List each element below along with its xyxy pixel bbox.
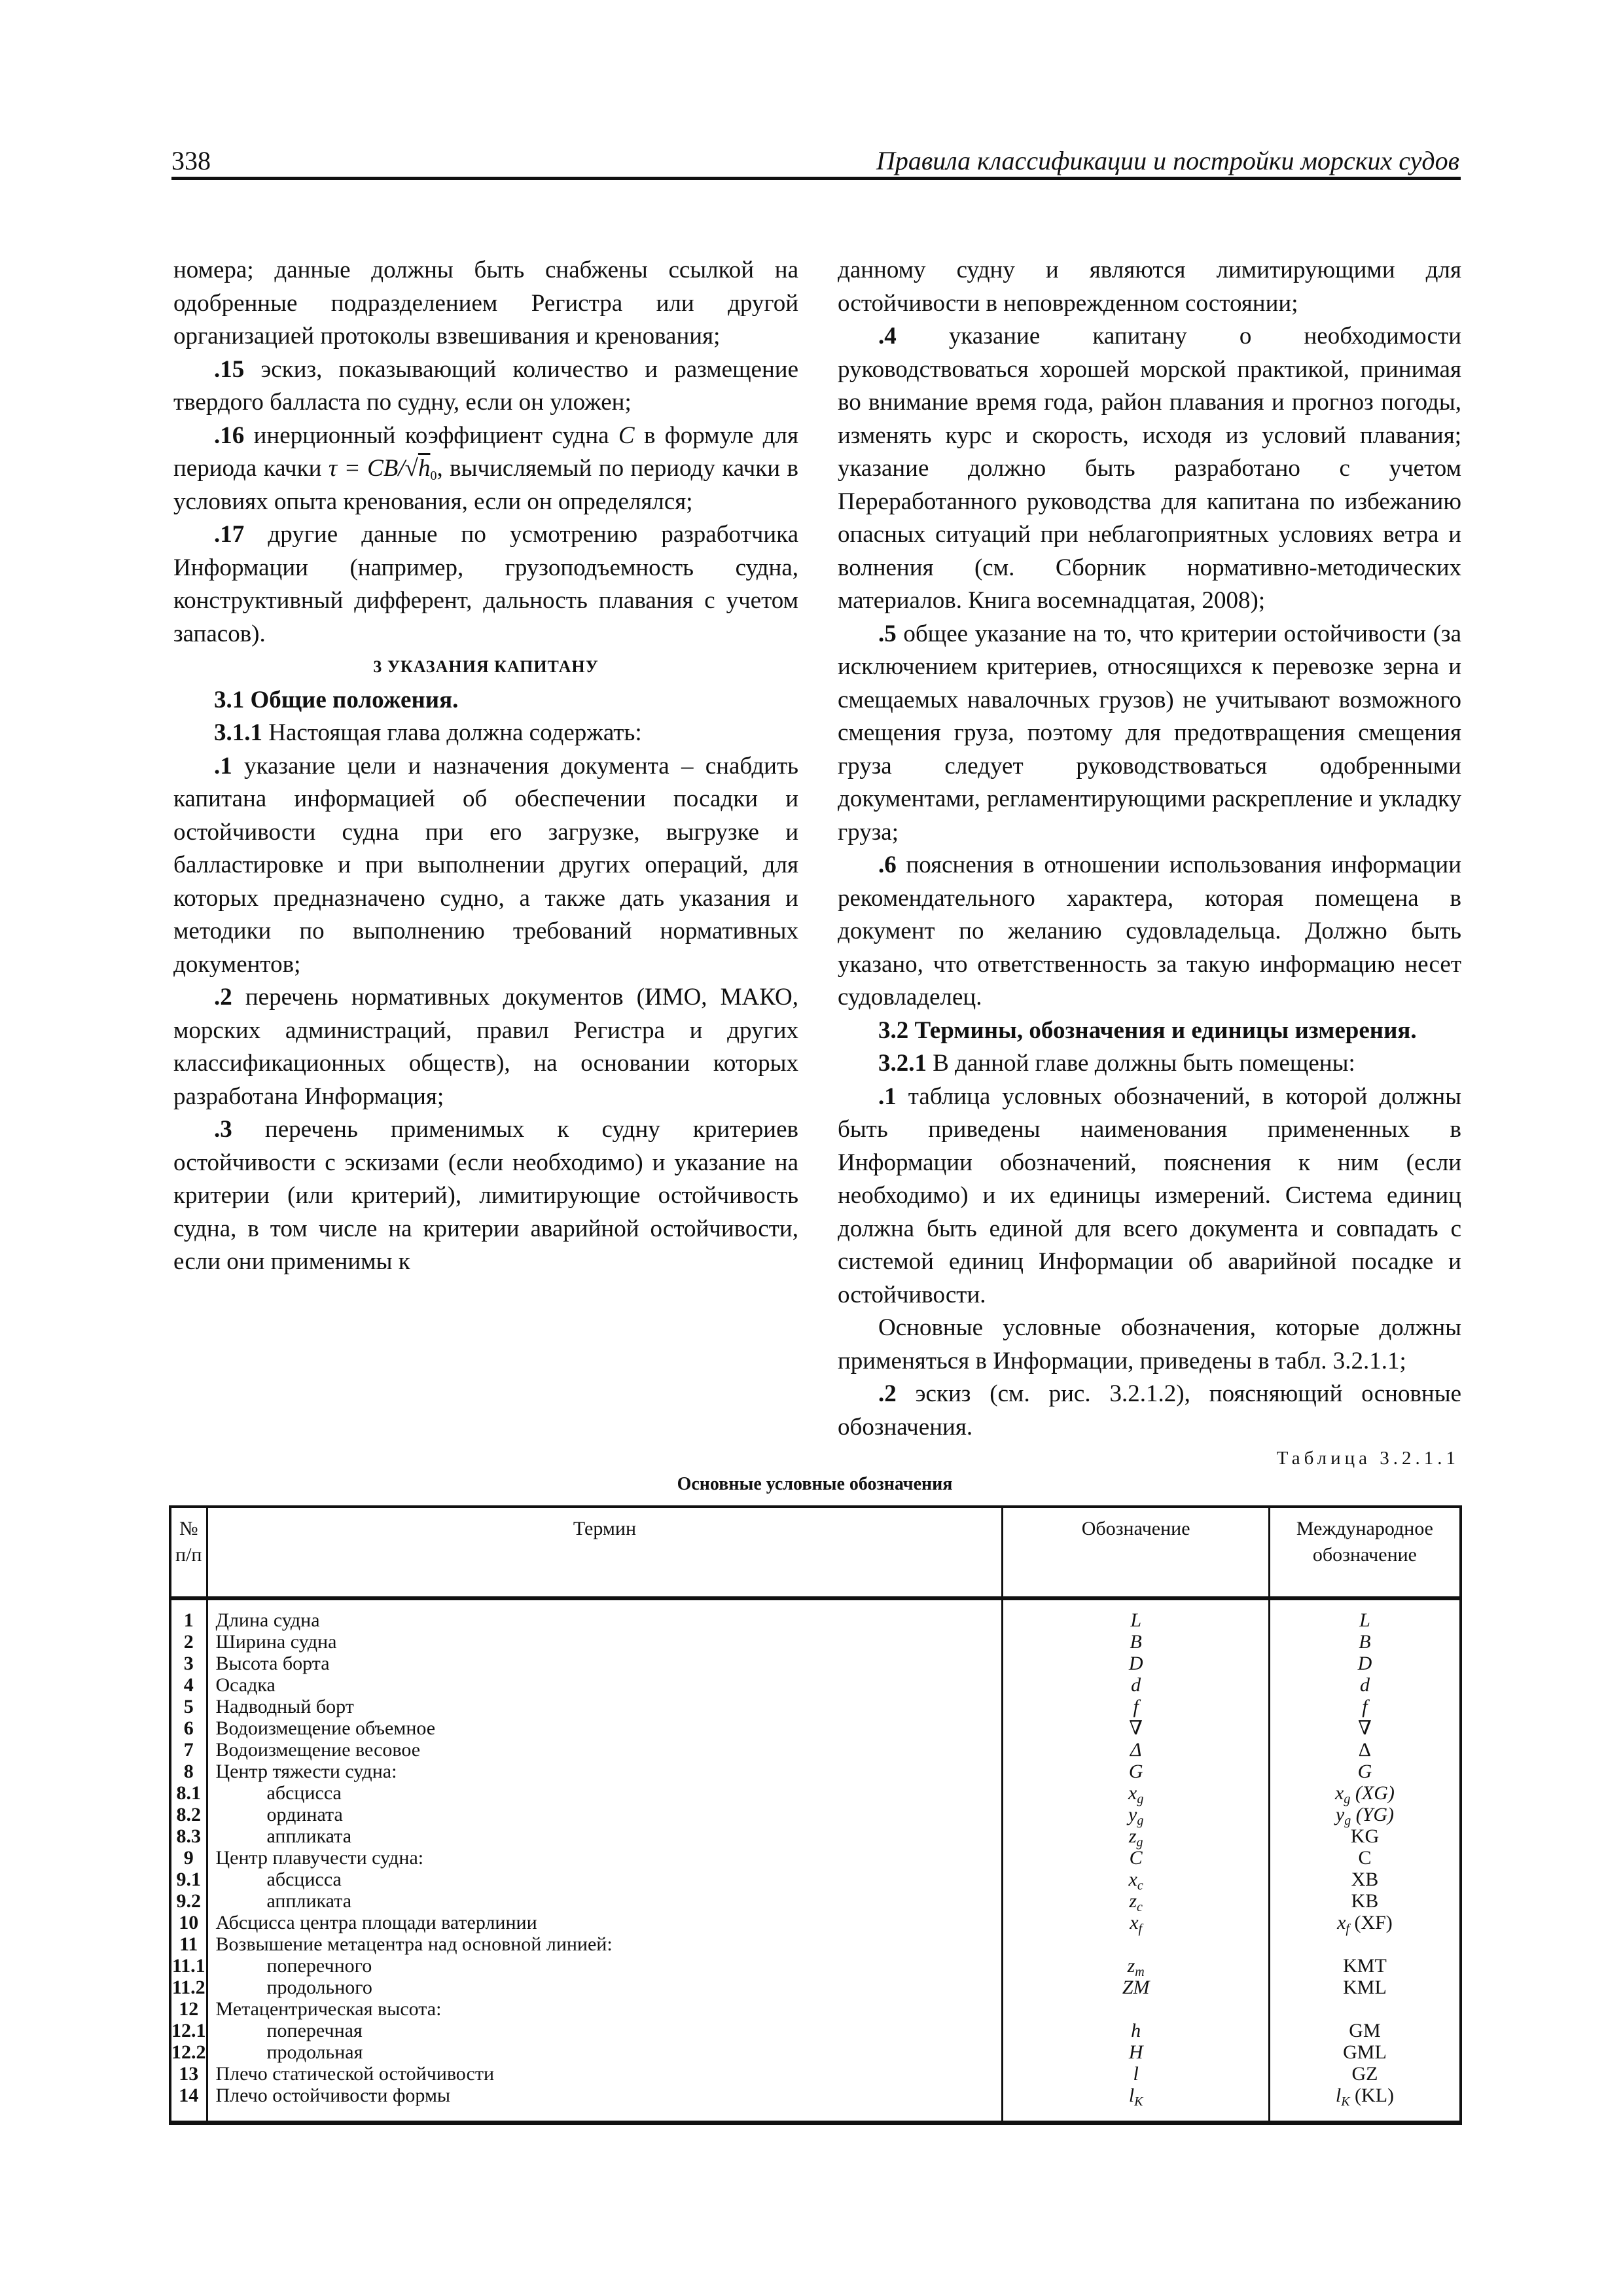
table-number: Таблица 3.2.1.1 <box>1276 1448 1459 1469</box>
row-number: 12 <box>170 1998 207 2020</box>
international-symbol <box>1269 2063 1461 2085</box>
symbol-base: B <box>1130 1631 1142 1653</box>
row-number: 9.1 <box>170 1869 207 1890</box>
paragraph-text: данному судну и являются лимитирующими для остойчивости в неповрежденном состоянии; <box>838 257 1461 317</box>
table-row <box>170 1717 1461 1739</box>
paragraph-text: Настоящая глава должна содержать: <box>262 719 642 746</box>
intl-base: ∇ <box>1357 1717 1372 1739</box>
paragraph-text: пояснения в отношении использования информации рекомендательного характера, которая помещена в документ по желанию судовладельца. Должно быть указано, что ответственность за такую информацию несет судовладелец. <box>838 852 1461 1011</box>
intl-base: B <box>1359 1631 1371 1653</box>
term: Плечо остойчивости формы <box>207 2085 1003 2123</box>
term: абсцисса <box>207 1782 1003 1804</box>
international-symbol <box>1269 1696 1461 1717</box>
table-row <box>170 1804 1461 1825</box>
symbol-base: h <box>1131 2020 1141 2041</box>
symbol-subscript: g <box>1137 1792 1144 1806</box>
intl-base: y <box>1335 1804 1345 1825</box>
table-row <box>170 1674 1461 1696</box>
international-symbol <box>1269 2041 1461 2063</box>
intl-base: KB <box>1351 1890 1379 1912</box>
term: поперечная <box>207 2020 1003 2041</box>
international-symbol <box>1269 1598 1461 1631</box>
header-international: Международное обозначение <box>1269 1507 1461 1598</box>
paragraph <box>838 849 1461 1014</box>
row-number: 3 <box>170 1653 207 1674</box>
term: Центр тяжести судна: <box>207 1761 1003 1782</box>
paragraph-text: таблица условных обозначений, в которой должны быть приведены наименования примененных в Информации обозначений, пояснения к ним (если необходимо) и их единицы измерений. Система единиц должна быть единой для всего документа и совпадать с системой единиц Информации об аварийной посадке и остойчивости. <box>838 1083 1461 1308</box>
row-number: 11.2 <box>170 1977 207 1998</box>
paragraph-text: эскиз, показывающий количество и размещение твердого балласта по судну, если он уложен; <box>173 355 798 416</box>
international-symbol <box>1269 1977 1461 1998</box>
table-row <box>170 1890 1461 1912</box>
table-row <box>170 1782 1461 1804</box>
symbol-base: x <box>1128 1782 1137 1804</box>
term: ордината <box>207 1804 1003 1825</box>
paragraph-text: другие данные по усмотрению разработчика Информации (например, грузоподъемность судна, конструктивный дифферент, дальность плавания с учетом запасов). <box>173 521 798 647</box>
symbol-base: y <box>1128 1804 1137 1825</box>
term: Надводный борт <box>207 1696 1003 1717</box>
international-symbol <box>1269 1998 1461 2020</box>
international-symbol <box>1269 1674 1461 1696</box>
international-symbol <box>1269 1955 1461 1977</box>
paragraph-number: .15 <box>214 355 245 383</box>
paragraph-number: 3.1 Общие положения. <box>214 686 459 713</box>
symbol <box>1003 1631 1270 1653</box>
paragraph <box>173 1113 798 1279</box>
row-number: 11.1 <box>170 1955 207 1977</box>
paragraph-number: .1 <box>214 752 232 780</box>
row-number: 8 <box>170 1761 207 1782</box>
row-number: 8.3 <box>170 1825 207 1847</box>
term: Метацентрическая высота: <box>207 1998 1003 2020</box>
symbol <box>1003 1739 1270 1761</box>
table-row <box>170 2020 1461 2041</box>
symbol-base: x <box>1130 1912 1139 1933</box>
row-number: 2 <box>170 1631 207 1653</box>
symbol <box>1003 1890 1270 1912</box>
table-row <box>170 1847 1461 1869</box>
international-symbol <box>1269 1804 1461 1828</box>
symbol-base: Δ <box>1130 1739 1142 1761</box>
term: Водоизмещение объемное <box>207 1717 1003 1739</box>
term: Плечо статической остойчивости <box>207 2063 1003 2085</box>
paragraph <box>838 320 1461 618</box>
paragraph <box>838 254 1461 320</box>
table-row <box>170 1998 1461 2020</box>
row-number: 7 <box>170 1739 207 1761</box>
intl-base: L <box>1359 1609 1370 1631</box>
symbol <box>1003 1847 1270 1869</box>
symbol <box>1003 1653 1270 1674</box>
term: Возвышение метацентра над основной линией: <box>207 1933 1003 1955</box>
term: продольного <box>207 1977 1003 1998</box>
paragraph <box>173 353 798 420</box>
intl-base: x <box>1337 1912 1346 1933</box>
section-heading: 3 УКАЗАНИЯ КАПИТАНУ <box>373 657 599 676</box>
intl-base: D <box>1357 1653 1372 1674</box>
roll-period-formula: τ = CB/√ <box>328 455 418 482</box>
paragraph-text: номера; данные должны быть снабжены ссылкой на одобренные подразделением Регистра или другой организацией протоколы взвешивания и кренования; <box>173 257 798 350</box>
symbol-base: x <box>1128 1869 1137 1890</box>
international-symbol <box>1269 1847 1461 1869</box>
symbol <box>1003 1696 1270 1717</box>
paragraph-text: эскиз (см. рис. 3.2.1.2), поясняющий основные обозначения. <box>838 1380 1461 1441</box>
symbol <box>1003 1977 1270 1998</box>
row-number: 6 <box>170 1717 207 1739</box>
term: Водоизмещение весовое <box>207 1739 1003 1761</box>
row-number: 8.2 <box>170 1804 207 1825</box>
table-row <box>170 2041 1461 2063</box>
row-number: 4 <box>170 1674 207 1696</box>
table-row <box>170 1825 1461 1847</box>
paragraph-text: Основные условные обозначения, которые должны применяться в Информации, приведены в табл. 3.2.1.1; <box>838 1314 1461 1374</box>
intl-subscript: g <box>1344 1814 1351 1828</box>
row-number: 13 <box>170 2063 207 2085</box>
paragraph-text: указание цели и назначения документа – снабдить капитана информацией об обеспечении посадки и остойчивости судна при его загрузке, выгрузке и балластировке и при выполнении других операций, для которых предназначено судно, а также дать указания и методики по выполнению требований нормативных документов; <box>173 752 798 978</box>
term: Центр плавучести судна: <box>207 1847 1003 1869</box>
intl-rest: (XG) <box>1350 1782 1395 1804</box>
paragraph <box>173 981 798 1113</box>
paragraph-number: .5 <box>878 620 897 647</box>
table-row <box>170 1598 1461 1631</box>
formula-subscript: 0 <box>430 469 437 483</box>
table-row <box>170 1869 1461 1890</box>
international-symbol <box>1269 1717 1461 1739</box>
symbol <box>1003 1933 1270 1955</box>
row-number: 8.1 <box>170 1782 207 1804</box>
left-column <box>173 254 798 1279</box>
symbol-subscript: m <box>1135 1965 1145 1979</box>
table-row <box>170 2063 1461 2085</box>
right-column <box>838 254 1461 1444</box>
term: абсцисса <box>207 1869 1003 1890</box>
term: Абсцисса центра площади ватерлинии <box>207 1912 1003 1933</box>
row-number: 11 <box>170 1933 207 1955</box>
symbol <box>1003 1998 1270 2020</box>
table-row <box>170 1739 1461 1761</box>
symbol-subscript: c <box>1137 1878 1143 1893</box>
row-number: 9 <box>170 1847 207 1869</box>
symbol <box>1003 1825 1270 1850</box>
symbol-subscript: g <box>1136 1835 1143 1850</box>
header-number: № п/п <box>170 1507 207 1598</box>
paragraph <box>838 1081 1461 1312</box>
symbol <box>1003 1598 1270 1631</box>
row-number: 14 <box>170 2085 207 2123</box>
symbol <box>1003 2085 1270 2123</box>
symbol <box>1003 2041 1270 2063</box>
term: поперечного <box>207 1955 1003 1977</box>
symbol-base: z <box>1129 1890 1137 1912</box>
row-number: 1 <box>170 1598 207 1631</box>
symbol-subscript: K <box>1134 2094 1143 2109</box>
symbol <box>1003 1804 1270 1828</box>
table-row <box>170 2085 1461 2123</box>
paragraph <box>838 618 1461 850</box>
intl-base: C <box>1358 1847 1372 1869</box>
paragraph-text: , вычисляемый по периоду качки в условиях опыта кренования, если он определялся; <box>173 455 799 515</box>
paragraph-number: .16 <box>214 422 245 449</box>
symbol-base: f <box>1133 1696 1139 1717</box>
symbol-base: l <box>1128 2085 1135 2106</box>
symbol-subscript: g <box>1137 1814 1144 1828</box>
symbol-base: d <box>1131 1674 1141 1696</box>
paragraph <box>838 1378 1461 1444</box>
term: Осадка <box>207 1674 1003 1696</box>
paragraph <box>173 717 798 750</box>
intl-subscript: K <box>1341 2094 1350 2109</box>
intl-base: G <box>1357 1761 1372 1782</box>
table-row <box>170 1653 1461 1674</box>
paragraph <box>173 420 798 519</box>
table-row <box>170 1977 1461 1998</box>
symbol-base: C <box>1129 1847 1143 1869</box>
intl-base: KG <box>1350 1825 1380 1847</box>
international-symbol <box>1269 1869 1461 1890</box>
header-symbol: Обозначение <box>1003 1507 1270 1598</box>
symbol-base: H <box>1128 2041 1143 2063</box>
table-row <box>170 1933 1461 1955</box>
symbol <box>1003 1955 1270 1977</box>
international-symbol <box>1269 2020 1461 2041</box>
paragraph <box>173 518 798 651</box>
formula-symbol-c: C <box>618 422 635 449</box>
intl-base: x <box>1335 1782 1344 1804</box>
symbol <box>1003 1912 1270 1936</box>
header-term: Термин <box>207 1507 1003 1598</box>
paragraph-number: .17 <box>214 521 245 548</box>
intl-base: f <box>1362 1696 1368 1717</box>
paragraph <box>173 684 798 717</box>
table-row <box>170 1912 1461 1933</box>
international-symbol <box>1269 1739 1461 1761</box>
paragraph <box>838 1014 1461 1048</box>
international-symbol <box>1269 1631 1461 1653</box>
table-caption: Основные условные обозначения <box>677 1474 953 1494</box>
international-symbol <box>1269 1653 1461 1674</box>
symbol-base: ZM <box>1122 1977 1150 1998</box>
term: Высота борта <box>207 1653 1003 1674</box>
intl-rest: (XF) <box>1349 1912 1393 1933</box>
symbols-table <box>169 1505 1462 2125</box>
symbol-base: L <box>1130 1609 1141 1631</box>
table-row <box>170 1955 1461 1977</box>
paragraph-number: .6 <box>878 852 897 878</box>
table-row <box>170 1761 1461 1782</box>
row-number: 9.2 <box>170 1890 207 1912</box>
term: продольная <box>207 2041 1003 2063</box>
paragraph-text: перечень нормативных документов (ИМО, МАКО, морских администраций, правил Регистра и других классификационных обществ), на основании которых разработана Информация; <box>173 984 798 1110</box>
term: аппликата <box>207 1890 1003 1912</box>
symbol <box>1003 1674 1270 1696</box>
paragraph-text: В данной главе должны быть помещены: <box>927 1050 1355 1077</box>
intl-base: l <box>1335 2085 1342 2106</box>
symbol-subscript: f <box>1138 1922 1143 1936</box>
running-header-title: Правила классификации и постройки морских судов <box>876 146 1459 175</box>
intl-base: Δ <box>1358 1739 1372 1761</box>
symbol <box>1003 1869 1270 1893</box>
symbol-base: z <box>1127 1955 1135 1977</box>
symbol-base: l <box>1133 2063 1139 2085</box>
symbol <box>1003 1761 1270 1782</box>
intl-base: GM <box>1349 2020 1381 2041</box>
paragraph-number: .2 <box>878 1380 897 1407</box>
paragraph <box>838 1312 1461 1378</box>
paragraph-number: .2 <box>214 984 232 1011</box>
symbol <box>1003 2063 1270 2085</box>
paragraph-number: 3.1.1 <box>214 719 262 746</box>
symbol-base: D <box>1128 1653 1143 1674</box>
paragraph-number: .1 <box>878 1083 897 1110</box>
term: Длина судна <box>207 1598 1003 1631</box>
paragraph-text: общее указание на то, что критерии остойчивости (за исключением критериев, относящихся к перевозке зерна и смещаемых навалочных грузов) не учитывают возможного смещения груза, поэтому для предотвращения смещения груза следует руководствоваться одобренными документами, регламентирующими раскрепление и укладку груза; <box>838 620 1461 846</box>
intl-rest: (YG) <box>1351 1804 1395 1825</box>
international-symbol <box>1269 1825 1461 1847</box>
paragraph-number: .4 <box>878 323 897 350</box>
symbol <box>1003 2020 1270 2041</box>
row-number: 5 <box>170 1696 207 1717</box>
intl-base: GZ <box>1351 2063 1378 2085</box>
intl-subscript: f <box>1346 1922 1349 1936</box>
term: аппликата <box>207 1825 1003 1847</box>
row-number: 12.2 <box>171 2041 206 2063</box>
intl-subscript: g <box>1344 1792 1351 1806</box>
paragraph <box>838 1047 1461 1081</box>
paragraph-text: указание капитану о необходимости руководствоваться хорошей морской практикой, принимая во внимание время года, район плавания и прогноз погоды, изменять курс и скорость, исходя из условий плавания; указание должно быть разработано с учетом Переработанного руководства для капитана по избежанию опасных ситуаций при неблагоприятных условиях ветра и волнения (см. Сборник нормативно-методических материалов. Книга восемнадцатая, 2008); <box>838 323 1461 614</box>
intl-base: KML <box>1343 1977 1387 1998</box>
symbol-base: ∇ <box>1129 1717 1143 1739</box>
symbol-base: G <box>1128 1761 1143 1782</box>
symbol-base: z <box>1128 1825 1137 1847</box>
international-symbol <box>1269 2085 1461 2123</box>
intl-base: KMT <box>1343 1955 1387 1977</box>
international-symbol <box>1269 1933 1461 1955</box>
intl-rest: (KL) <box>1349 2085 1395 2106</box>
row-number: 10 <box>170 1912 207 1933</box>
table-row <box>170 1631 1461 1653</box>
table-header-row <box>170 1507 1461 1598</box>
symbol <box>1003 1782 1270 1804</box>
intl-base: XB <box>1351 1869 1379 1890</box>
international-symbol <box>1269 1912 1461 1936</box>
formula-h: h <box>418 455 431 482</box>
table-row <box>170 1696 1461 1717</box>
symbol <box>1003 1717 1270 1739</box>
international-symbol <box>1269 1890 1461 1912</box>
row-number: 12.1 <box>171 2020 206 2041</box>
paragraph <box>173 254 798 353</box>
paragraph-text: инерционный коэффициент судна <box>244 422 618 449</box>
intl-base: d <box>1359 1674 1370 1696</box>
header-rule <box>171 177 1461 180</box>
paragraph <box>173 750 798 982</box>
symbol-subscript: c <box>1137 1900 1143 1914</box>
international-symbol <box>1269 1782 1461 1804</box>
paragraph-text: перечень применимых к судну критериев остойчивости с эскизами (если необходимо) и указание на критерии (или критерий), лимитирующие остойчивость судна, в том числе на критерии аварийной остойчивости, если они применимы к <box>173 1116 798 1275</box>
international-symbol <box>1269 1761 1461 1782</box>
paragraph-text: в формуле для периода качки <box>173 422 798 482</box>
term: Ширина судна <box>207 1631 1003 1653</box>
paragraph-number: 3.2 Термины, обозначения и единицы измерения. <box>878 1016 1417 1044</box>
intl-base: GML <box>1343 2041 1387 2063</box>
paragraph-number: .3 <box>214 1116 232 1143</box>
paragraph-number: 3.2.1 <box>878 1050 927 1077</box>
page-number: 338 <box>171 146 211 175</box>
